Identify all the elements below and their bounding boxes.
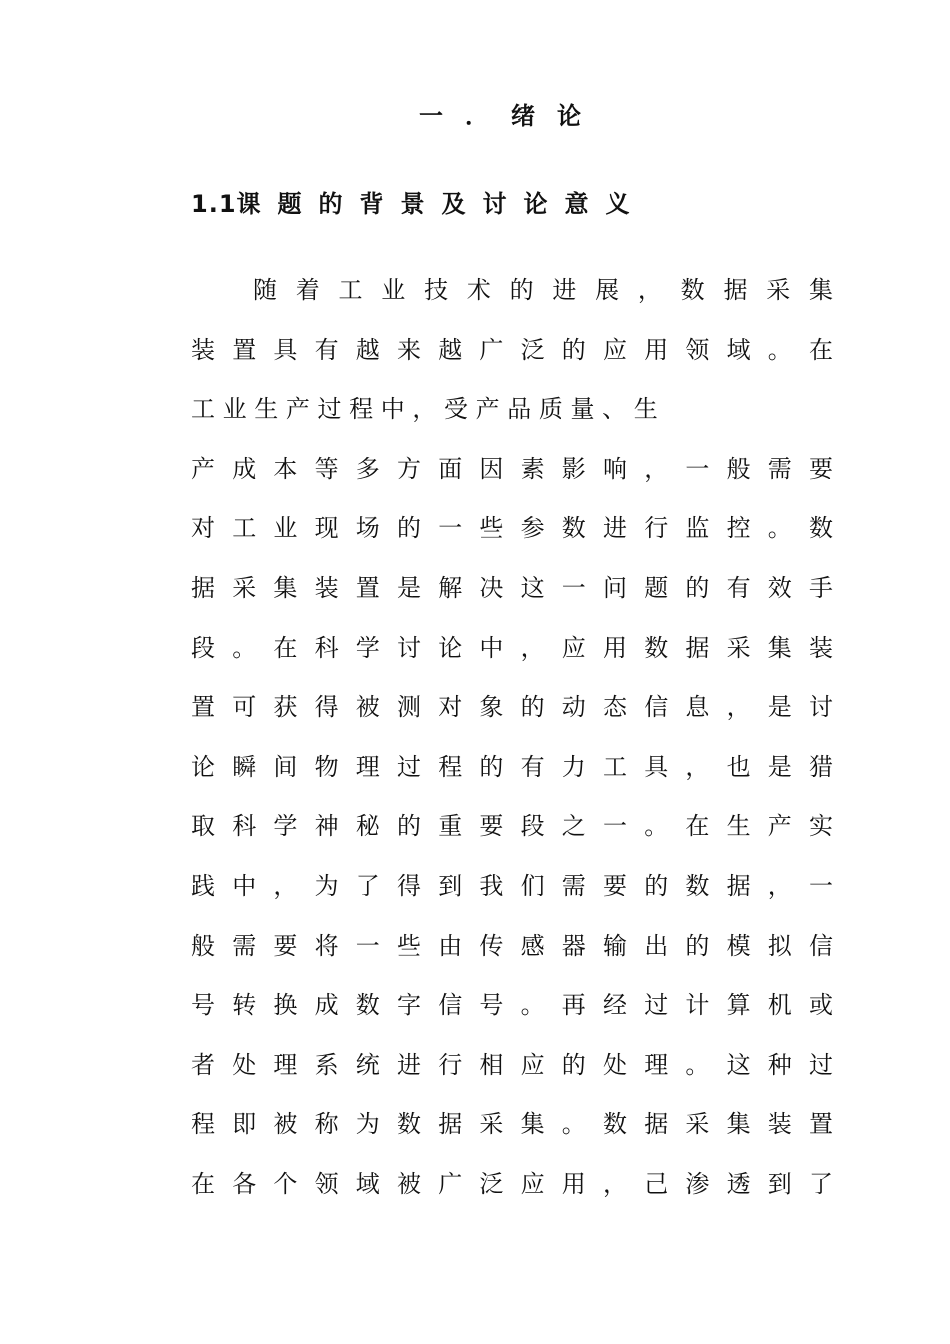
body-line: 据 采 集 装 置 是 解 决 这 一 问 题 的 有 效 手	[191, 573, 833, 602]
chapter-title: 一．绪论	[419, 102, 603, 130]
body-line: 产 成 本 等 多 方 面 因 素 影 响 ， 一 般 需 要	[191, 454, 833, 483]
section-title: 课题的背景及讨论意义	[236, 190, 647, 218]
section-heading	[191, 186, 647, 222]
body-line: 论 瞬 间 物 理 过 程 的 有 力 工 具 ， 也 是 猎	[191, 752, 833, 781]
body-line: 取 科 学 神 秘 的 重 要 段 之 一 。 在 生 产 实	[191, 812, 833, 841]
body-line: 装 置 具 有 越 来 越 广 泛 的 应 用 领 域 。 在	[191, 335, 833, 364]
body-line: 随 着 工 业 技 术 的 进 展 ， 数 据 采 集	[253, 276, 833, 304]
section-number: 1.1	[191, 190, 237, 218]
body-paragraph	[191, 270, 833, 1224]
body-line: 般 需 要 将 一 些 由 传 感 器 输 出 的 模 拟 信	[191, 931, 833, 960]
body-line: 工 业 生 产 过 程 中 ， 受 产 品 质 量 、 生	[191, 395, 658, 424]
body-line: 在 各 个 领 域 被 广 泛 应 用 ， 己 渗 透 到 了	[191, 1169, 833, 1198]
body-line: 者 处 理 系 统 进 行 相 应 的 处 理 。 这 种 过	[191, 1050, 833, 1079]
body-line: 践 中 ， 为 了 得 到 我 们 需 要 的 数 据 ， 一	[191, 871, 833, 900]
body-line: 对 工 业 现 场 的 一 些 参 数 进 行 监 控 。 数	[191, 514, 833, 543]
body-line: 置 可 获 得 被 测 对 象 的 动 态 信 息 ， 是 讨	[191, 693, 833, 722]
body-line: 程 即 被 称 为 数 据 采 集 。 数 据 采 集 装 置	[191, 1110, 833, 1139]
body-line: 段 。 在 科 学 讨 论 中 ， 应 用 数 据 采 集 装	[191, 633, 833, 662]
body-line: 号 转 换 成 数 字 信 号 。 再 经 过 计 算 机 或	[191, 991, 833, 1020]
